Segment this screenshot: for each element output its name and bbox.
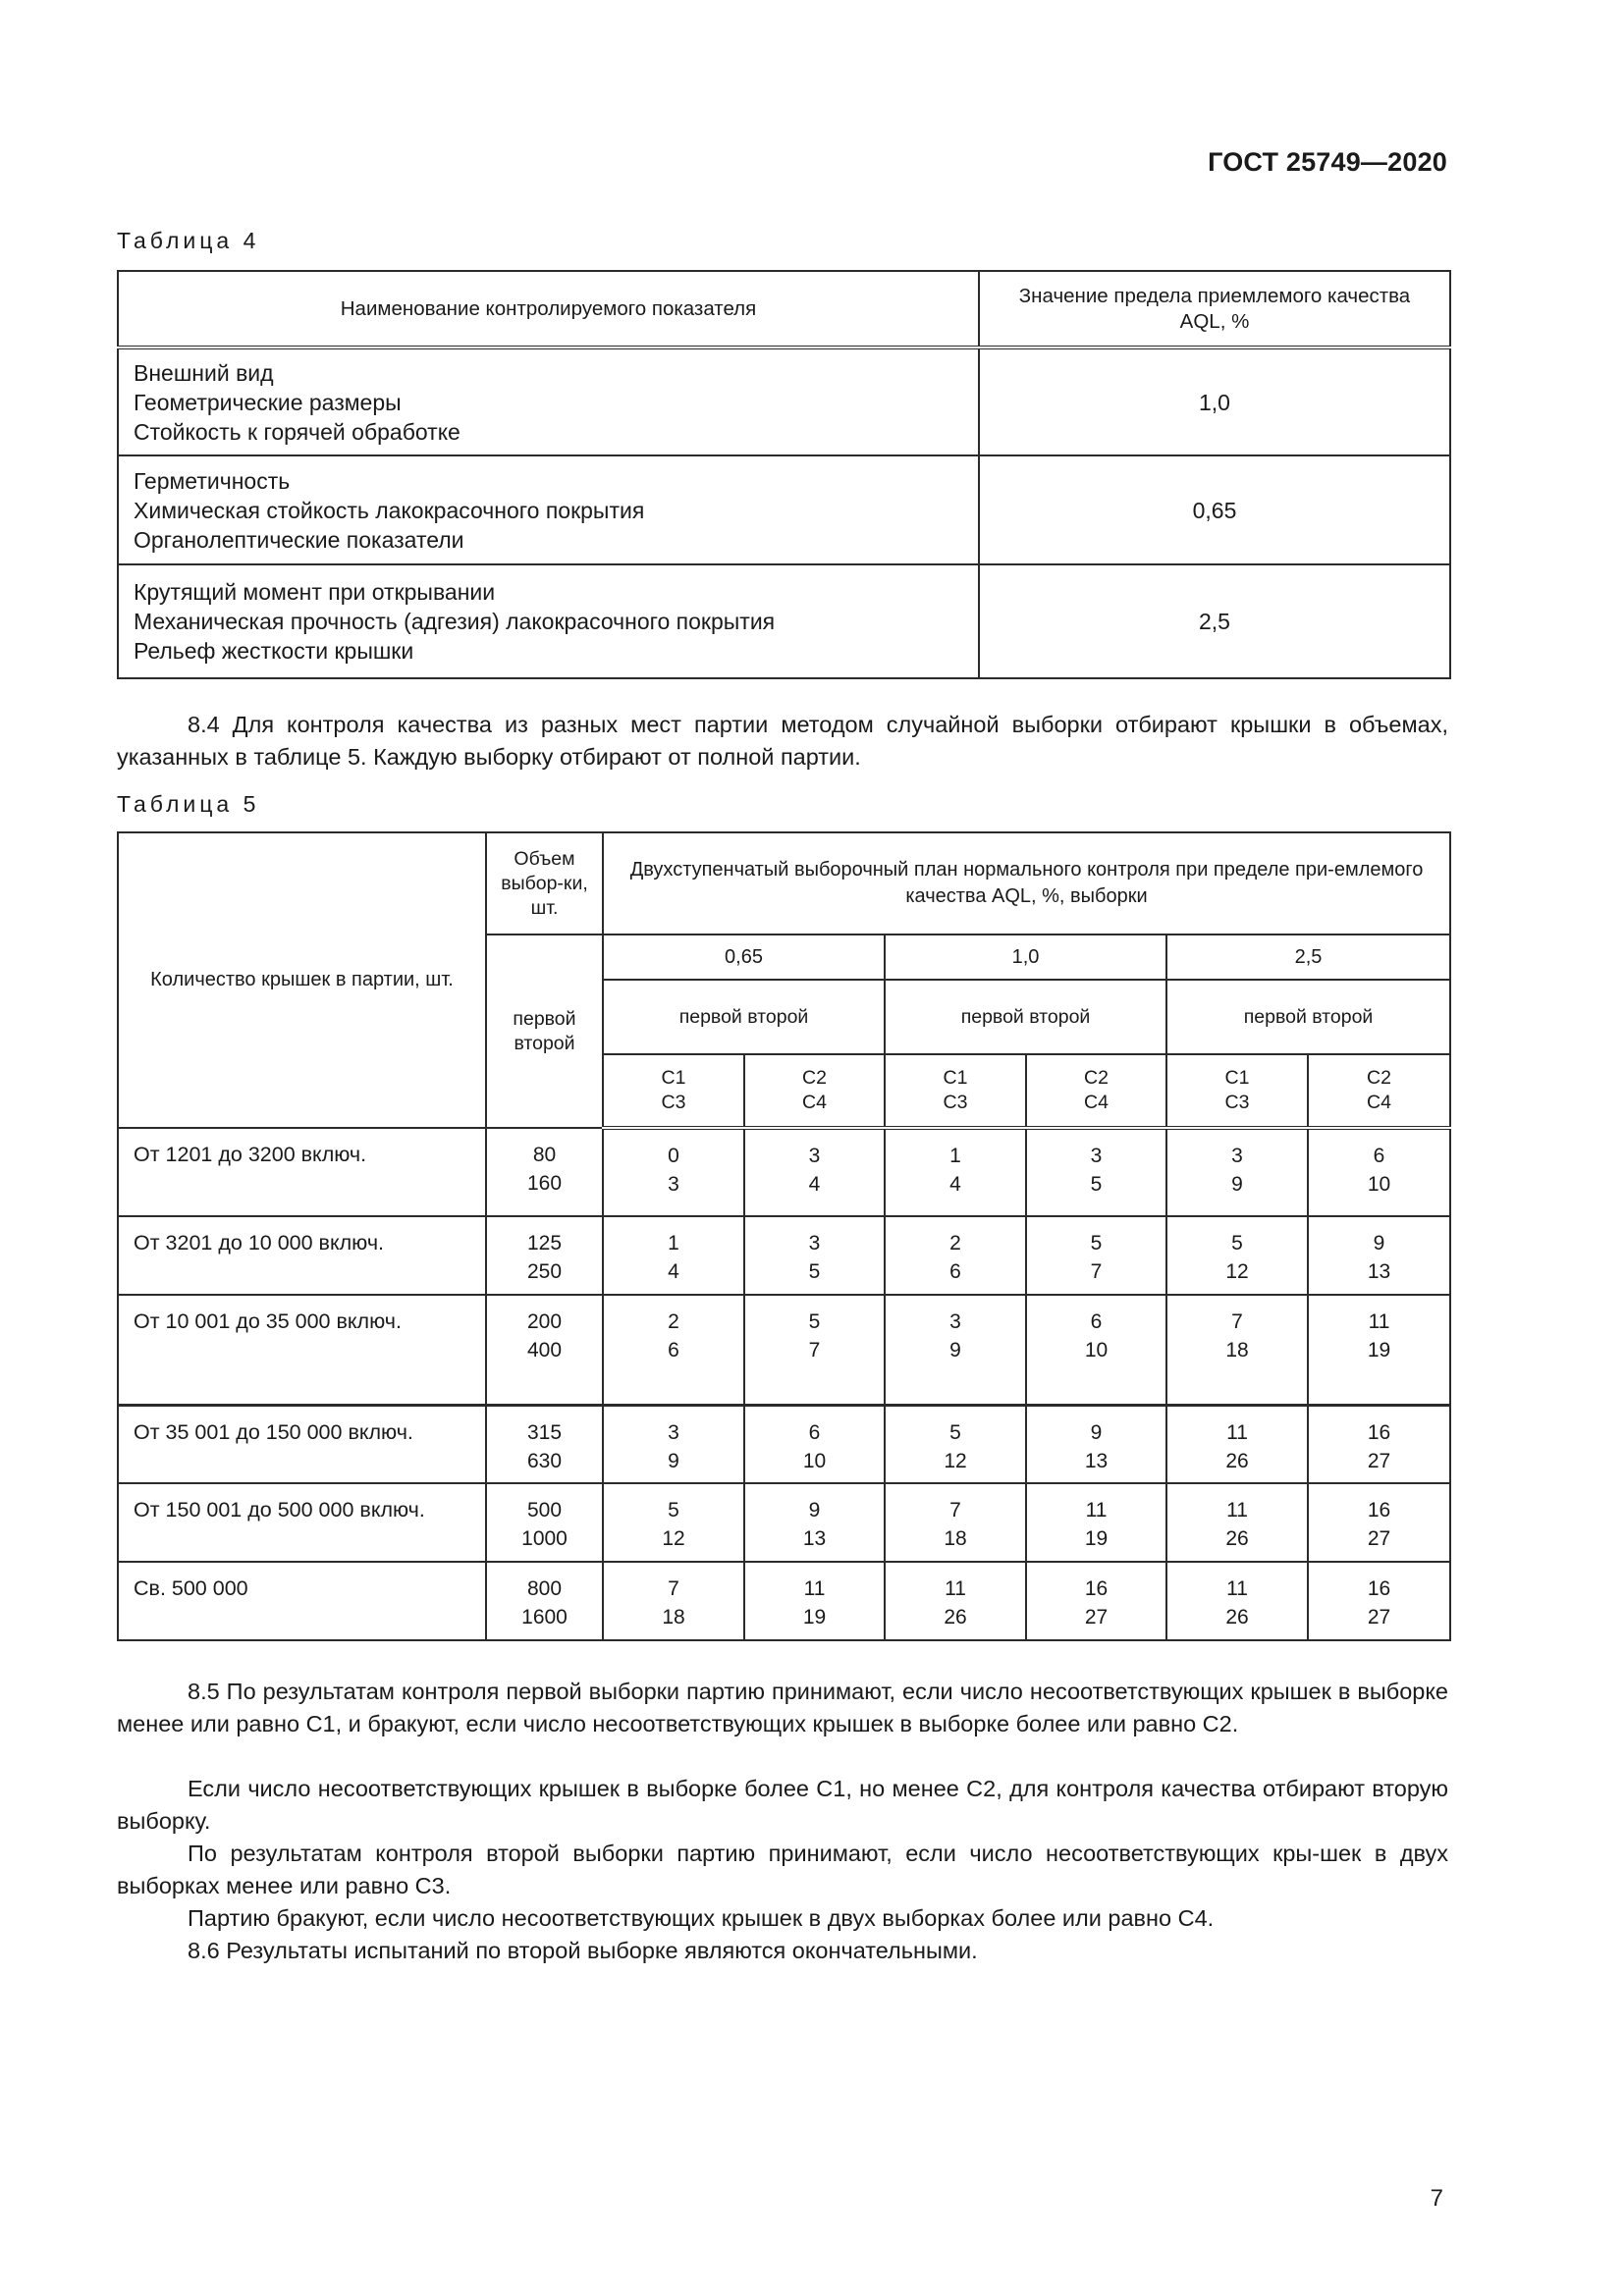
party-size: Св. 500 000 — [118, 1562, 486, 1640]
c24-value: 3 5 — [1026, 1128, 1166, 1216]
c13-value: 5 12 — [603, 1483, 744, 1562]
c13-value: 7 18 — [1166, 1295, 1308, 1405]
c24-value: 6 10 — [1308, 1128, 1450, 1216]
header-c2-c4: С2 С4 — [744, 1054, 885, 1128]
table-4 — [117, 270, 1451, 679]
party-size: От 150 001 до 500 000 включ. — [118, 1483, 486, 1562]
header-first-second: первой второй — [885, 980, 1166, 1054]
page-number: 7 — [1430, 2185, 1443, 2212]
sample-volume: 800 1600 — [486, 1562, 603, 1640]
table-4-header-aql: Значение предела приемлемого качества AQL, % — [979, 271, 1450, 347]
sample-volume: 200 400 — [486, 1295, 603, 1405]
sample-volume: 80 160 — [486, 1128, 603, 1216]
c13-value: 1 4 — [885, 1128, 1026, 1216]
header-sample-volume: Объем выбор-ки, шт. — [486, 832, 603, 934]
c24-value: 6 10 — [744, 1405, 885, 1483]
table-row — [118, 564, 1450, 678]
c13-value: 7 18 — [603, 1562, 744, 1640]
header-aql-25: 2,5 — [1166, 934, 1450, 980]
sample-volume: 315 630 — [486, 1405, 603, 1483]
c24-value: 16 27 — [1308, 1562, 1450, 1640]
c13-value: 0 3 — [603, 1128, 744, 1216]
c13-value: 3 9 — [885, 1295, 1026, 1405]
paragraph-8-4: 8.4 Для контроля качества из разных мест партии методом случайной выборки отбирают крышки в объемах, указанных в таблице 5. Каждую выборку отбирают от полной партии. — [117, 712, 1448, 770]
c24-value: 16 27 — [1308, 1483, 1450, 1562]
sample-volume: 500 1000 — [486, 1483, 603, 1562]
header-aql-10: 1,0 — [885, 934, 1166, 980]
paragraph-second-sample: Если число несоответствующих крышек в выборке более С1, но менее С2, для контроля качества отбирают вторую выборку. — [117, 1776, 1448, 1834]
c24-value: 16 27 — [1308, 1405, 1450, 1483]
header-c2-c4: С2 С4 — [1026, 1054, 1166, 1128]
c24-value: 11 19 — [1308, 1295, 1450, 1405]
paragraph-8-5: 8.5 По результатам контроля первой выборки партию принимают, если число несоответствующих крышек в выборке менее или равно С1, и бракуют, если число несоответствующих крышек в выборке более или равно С2. — [117, 1679, 1448, 1736]
indicator-name: Органолептические показатели — [134, 526, 464, 553]
header-first-second: первой второй — [486, 934, 603, 1128]
c24-value: 11 19 — [1026, 1483, 1166, 1562]
indicator-name: Герметичность — [134, 467, 291, 494]
aql-value: 2,5 — [979, 564, 1450, 678]
indicator-name: Крутящий момент при открывании — [134, 579, 496, 605]
header-c1-c3: С1 С3 — [885, 1054, 1026, 1128]
sample-volume: 125 250 — [486, 1216, 603, 1295]
aql-value: 0,65 — [979, 455, 1450, 564]
table-5-caption: Таблица 5 — [117, 791, 260, 817]
c24-value: 11 19 — [744, 1562, 885, 1640]
c13-value: 11 26 — [1166, 1562, 1308, 1640]
c24-value: 9 13 — [1308, 1216, 1450, 1295]
c24-value: 5 7 — [1026, 1216, 1166, 1295]
c24-value: 9 13 — [1026, 1405, 1166, 1483]
table-5 — [117, 831, 1451, 1641]
header-sampling-plan: Двухступенчатый выборочный план нормального контроля при пределе при-емлемого качества AQL, %, выборки — [603, 832, 1450, 934]
c13-value: 5 12 — [885, 1405, 1026, 1483]
c13-value: 3 9 — [1166, 1128, 1308, 1216]
header-party-size: Количество крышек в партии, шт. — [118, 832, 486, 1128]
party-size: От 10 001 до 35 000 включ. — [118, 1295, 486, 1405]
c24-value: 6 10 — [1026, 1295, 1166, 1405]
c13-value: 1 4 — [603, 1216, 744, 1295]
party-size: От 35 001 до 150 000 включ. — [118, 1405, 486, 1483]
c24-value: 16 27 — [1026, 1562, 1166, 1640]
table-row — [118, 1405, 1450, 1483]
c13-value: 11 26 — [1166, 1483, 1308, 1562]
table-row — [118, 1483, 1450, 1562]
header-c1-c3: С1 С3 — [1166, 1054, 1308, 1128]
c13-value: 5 12 — [1166, 1216, 1308, 1295]
indicator-name: Химическая стойкость лакокрасочного покрытия — [134, 497, 645, 523]
paragraph-reject: Партию бракуют, если число несоответствующих крышек в двух выборках более или равно С4. — [188, 1905, 1215, 1931]
table-row — [118, 347, 1450, 455]
header-c1-c3: С1 С3 — [603, 1054, 744, 1128]
party-size: От 3201 до 10 000 включ. — [118, 1216, 486, 1295]
c13-value: 2 6 — [603, 1295, 744, 1405]
indicator-name: Геометрические размеры — [134, 389, 402, 415]
c24-value: 3 4 — [744, 1128, 885, 1216]
paragraph-8-6: 8.6 Результаты испытаний по второй выборке являются окончательными. — [188, 1938, 978, 1963]
indicator-name: Механическая прочность (адгезия) лакокрасочного покрытия — [134, 609, 776, 634]
indicator-name: Стойкость к горячей обработке — [134, 418, 460, 445]
c13-value: 11 26 — [1166, 1405, 1308, 1483]
table-row — [118, 455, 1450, 564]
table-row — [118, 1216, 1450, 1295]
c24-value: 5 7 — [744, 1295, 885, 1405]
c13-value: 11 26 — [885, 1562, 1026, 1640]
header-c2-c4: С2 С4 — [1308, 1054, 1450, 1128]
document-code: ГОСТ 25749—2020 — [1208, 147, 1447, 177]
table-4-header-name: Наименование контролируемого показателя — [118, 271, 979, 347]
table-row — [118, 1295, 1450, 1405]
c13-value: 7 18 — [885, 1483, 1026, 1562]
table-4-caption: Таблица 4 — [117, 228, 260, 253]
header-first-second: первой второй — [1166, 980, 1450, 1054]
indicator-name: Рельеф жесткости крышки — [134, 638, 414, 664]
c13-value: 3 9 — [603, 1405, 744, 1483]
aql-value: 1,0 — [979, 347, 1450, 455]
paragraph-second-control: По результатам контроля второй выборки партию принимают, если число несоответствующих кры-шек в двух выборках менее или равно С3. — [117, 1841, 1448, 1898]
table-row — [118, 1562, 1450, 1640]
indicator-name: Внешний вид — [134, 359, 274, 386]
party-size: От 1201 до 3200 включ. — [118, 1128, 486, 1216]
c24-value: 9 13 — [744, 1483, 885, 1562]
c13-value: 2 6 — [885, 1216, 1026, 1295]
table-row — [118, 1128, 1450, 1216]
header-aql-065: 0,65 — [603, 934, 885, 980]
header-first-second: первой второй — [603, 980, 885, 1054]
c24-value: 3 5 — [744, 1216, 885, 1295]
